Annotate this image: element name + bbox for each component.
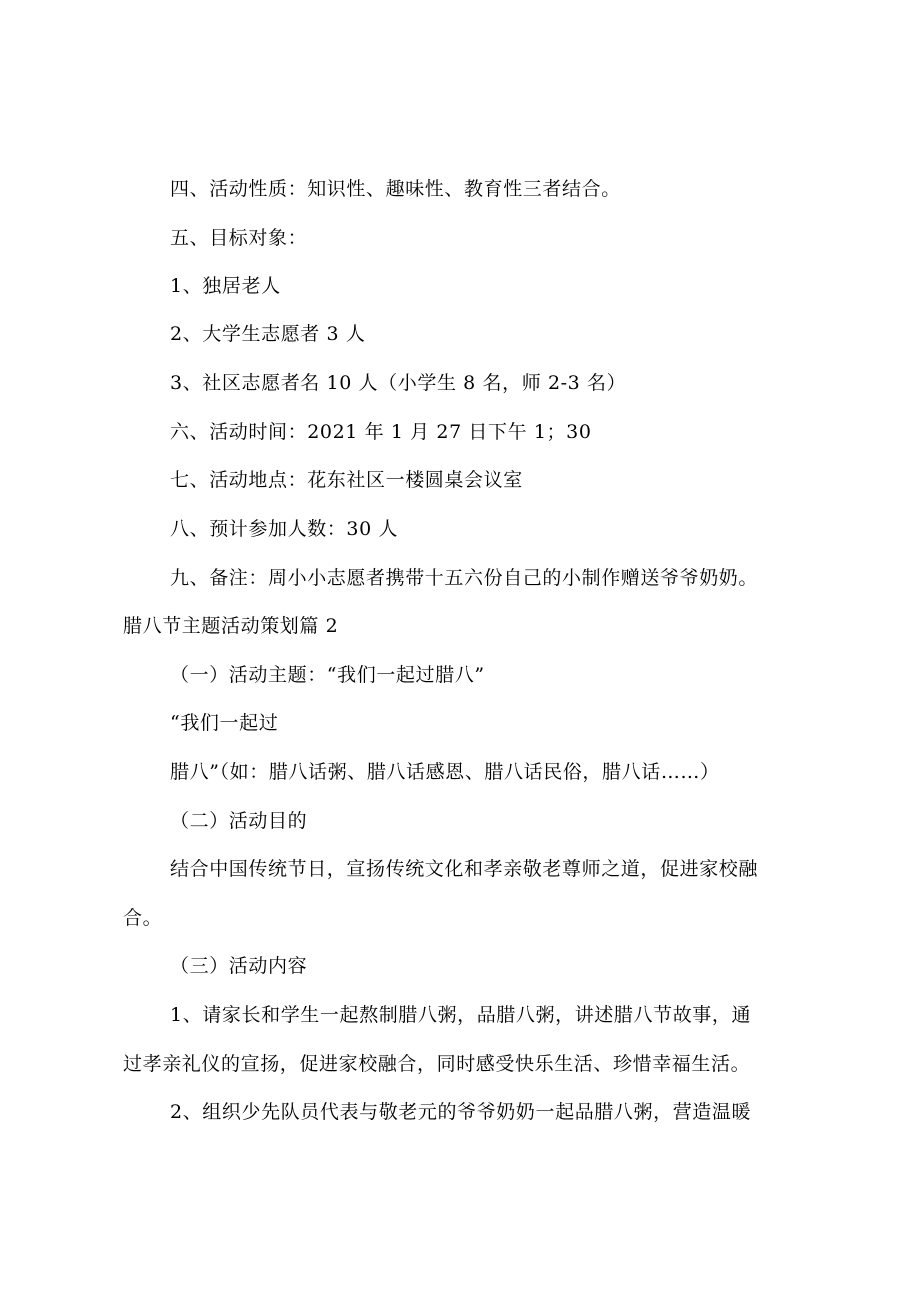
para-theme-quote: “我们一起过 <box>170 712 279 734</box>
para-activity-time: 六、活动时间：2021 年 1 月 27 日下午 1；30 <box>170 421 592 443</box>
section-heading-plan-2: 腊八节主题活动策划篇 2 <box>123 615 339 637</box>
list-item-college-volunteers: 2、大学生志愿者 3 人 <box>170 323 366 345</box>
para-purpose-line-1: 结合中国传统节日，宣扬传统文化和孝亲敬老尊师之道，促进家校融 <box>170 858 759 880</box>
list-item-elderly: 1、独居老人 <box>170 275 281 297</box>
para-remarks: 九、备注：周小小志愿者携带十五六份自己的小制作赠送爷爷奶奶。 <box>170 567 759 589</box>
para-activity-location: 七、活动地点：花东社区一楼圆桌会议室 <box>170 469 523 491</box>
list-item-community-volunteers: 3、社区志愿者名 10 人（小学生 8 名，师 2-3 名） <box>170 372 627 394</box>
para-purpose-line-2: 合。 <box>123 907 163 929</box>
para-activity-nature: 四、活动性质：知识性、趣味性、教育性三者结合。 <box>170 178 621 200</box>
para-theme: （一）活动主题：“我们一起过腊八” <box>170 664 485 686</box>
para-content-item-1-line-1: 1、请家长和学生一起熬制腊八粥，品腊八粥，讲述腊八节故事，通 <box>170 1004 752 1026</box>
para-content-heading: （三）活动内容 <box>170 955 308 977</box>
para-content-item-1-line-2: 过孝亲礼仪的宣扬，促进家校融合，同时感受快乐生活、珍惜幸福生活。 <box>123 1053 751 1075</box>
para-purpose-heading: （二）活动目的 <box>170 810 308 832</box>
para-theme-examples: 腊八”（如：腊八话粥、腊八话感恩、腊八话民俗，腊八话……） <box>170 761 720 783</box>
para-target-heading: 五、目标对象： <box>170 227 308 249</box>
para-content-item-2-line-1: 2、组织少先队员代表与敬老元的爷爷奶奶一起品腊八粥，营造温暖 <box>170 1101 752 1123</box>
para-participant-count: 八、预计参加人数：30 人 <box>170 518 399 540</box>
